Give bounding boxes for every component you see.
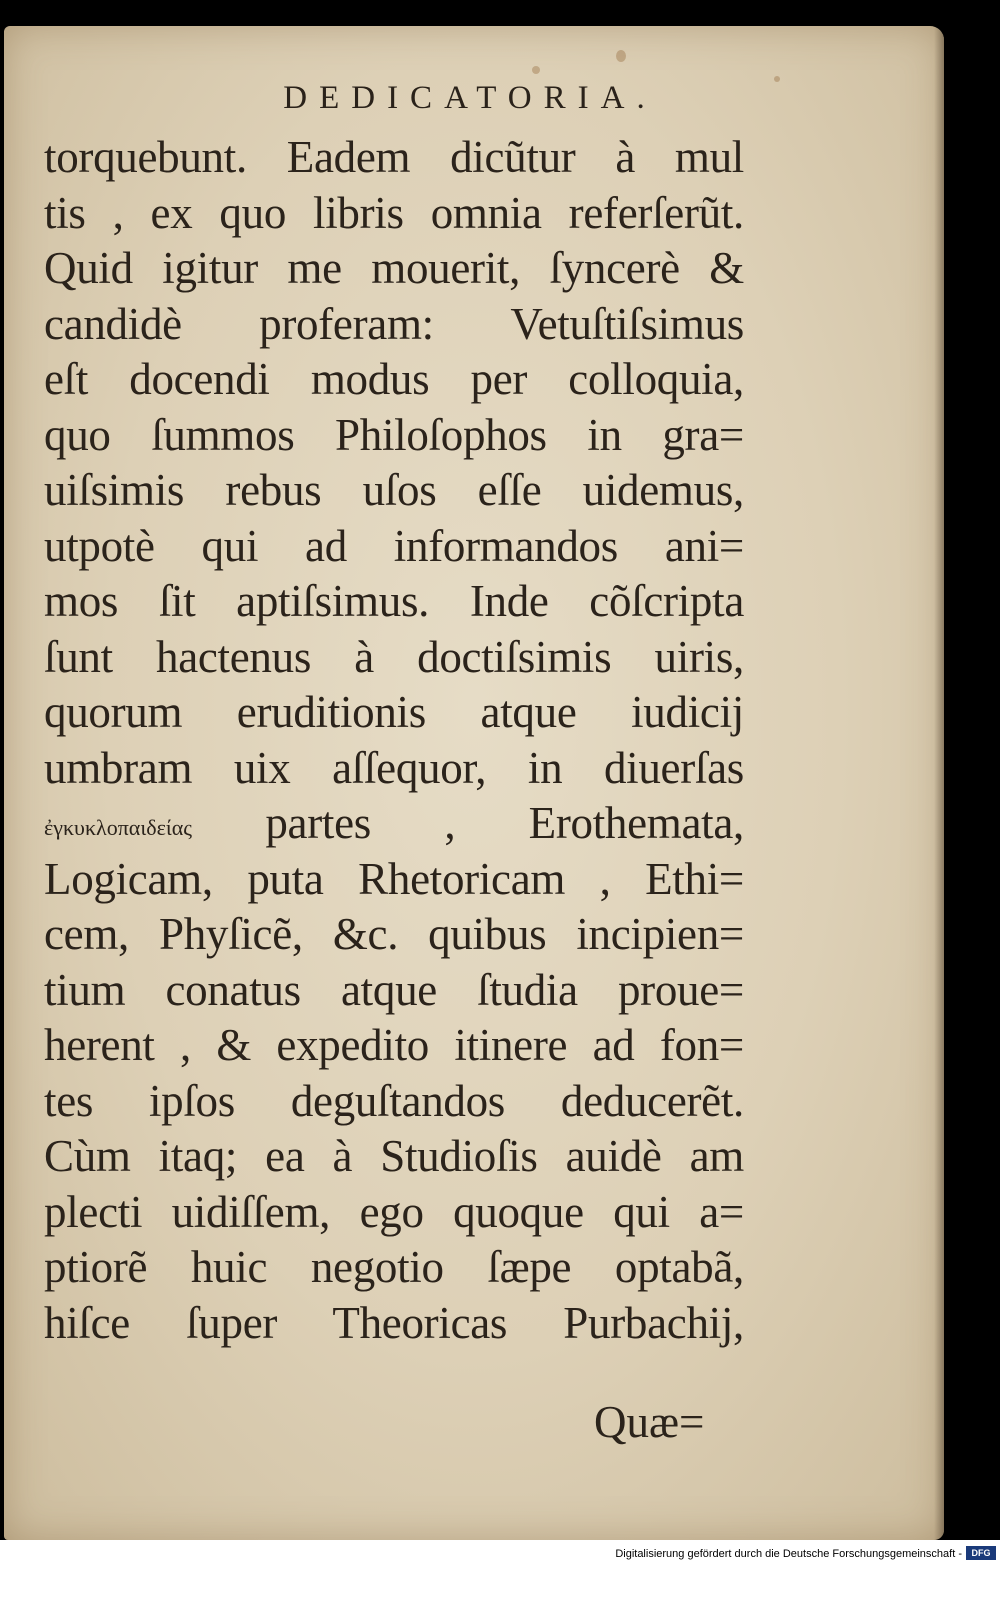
text-line: quorum eruditionis atque iudicij	[44, 687, 744, 737]
text-line: candidè proferam: Vetuſtiſsimus	[44, 298, 744, 349]
text-line: Logicam, puta Rhetoricam , Ethi=	[44, 853, 744, 904]
text-line: quo ſummos Philoſophos in gra=	[44, 409, 744, 460]
text-line: herent , & expedito itinere ad fon=	[44, 1020, 744, 1070]
text-line: hiſce ſuper Theoricas Purbachij,	[44, 1297, 744, 1348]
foxing-spot	[532, 66, 540, 74]
page-edge-shadow	[934, 26, 944, 1540]
text-line: eſt docendi modus per colloquia,	[44, 354, 744, 404]
foxing-spot	[616, 50, 626, 62]
greek-word: ἐγκυκλοπαιδείας	[44, 814, 193, 840]
text-line: utpotè qui ad informandos ani=	[44, 520, 744, 571]
text-line-with-greek	[44, 796, 744, 852]
text-line: torquebunt. Eadem dicũtur à mul	[44, 132, 744, 182]
text-line: umbram uix aſſequor, in diuerſas	[44, 742, 744, 793]
text-line: ſunt hactenus à doctiſsimis uiris,	[44, 631, 744, 682]
text-line: uiſsimis rebus uſos eſſe uidemus,	[44, 465, 744, 515]
running-header: DEDICATORIA.	[283, 80, 657, 116]
book-page	[4, 26, 944, 1540]
text-line: tes ipſos deguſtandos deducerẽt.	[44, 1075, 744, 1126]
text-line: plecti uidiſſem, ego quoque qui a=	[44, 1186, 744, 1237]
text-line: cem, Phyſicẽ, &c. quibus incipien=	[44, 909, 744, 959]
text-line-rest: partes , Erothemata,	[265, 798, 744, 848]
text-line: mos ſit aptiſsimus. Inde cõſcripta	[44, 576, 744, 626]
catchword: Quæ=	[594, 1397, 705, 1447]
digitization-footer	[0, 1540, 1000, 1607]
funding-credit: Digitalisierung gefördert durch die Deutsche Forschungsgemeinschaft -	[615, 1548, 962, 1560]
text-line: ptiorẽ huic negotio ſæpe optabã,	[44, 1242, 744, 1292]
body-text	[44, 130, 744, 1351]
text-line: Quid igitur me mouerit, ſyncerè &	[44, 243, 744, 293]
text-line: tis , ex quo libris omnia referſerũt.	[44, 187, 744, 238]
text-line: Cùm itaq; ea à Studioſis auidè am	[44, 1131, 744, 1181]
text-line: tium conatus atque ſtudia proue=	[44, 964, 744, 1015]
dfg-logo: DFG	[966, 1546, 996, 1560]
